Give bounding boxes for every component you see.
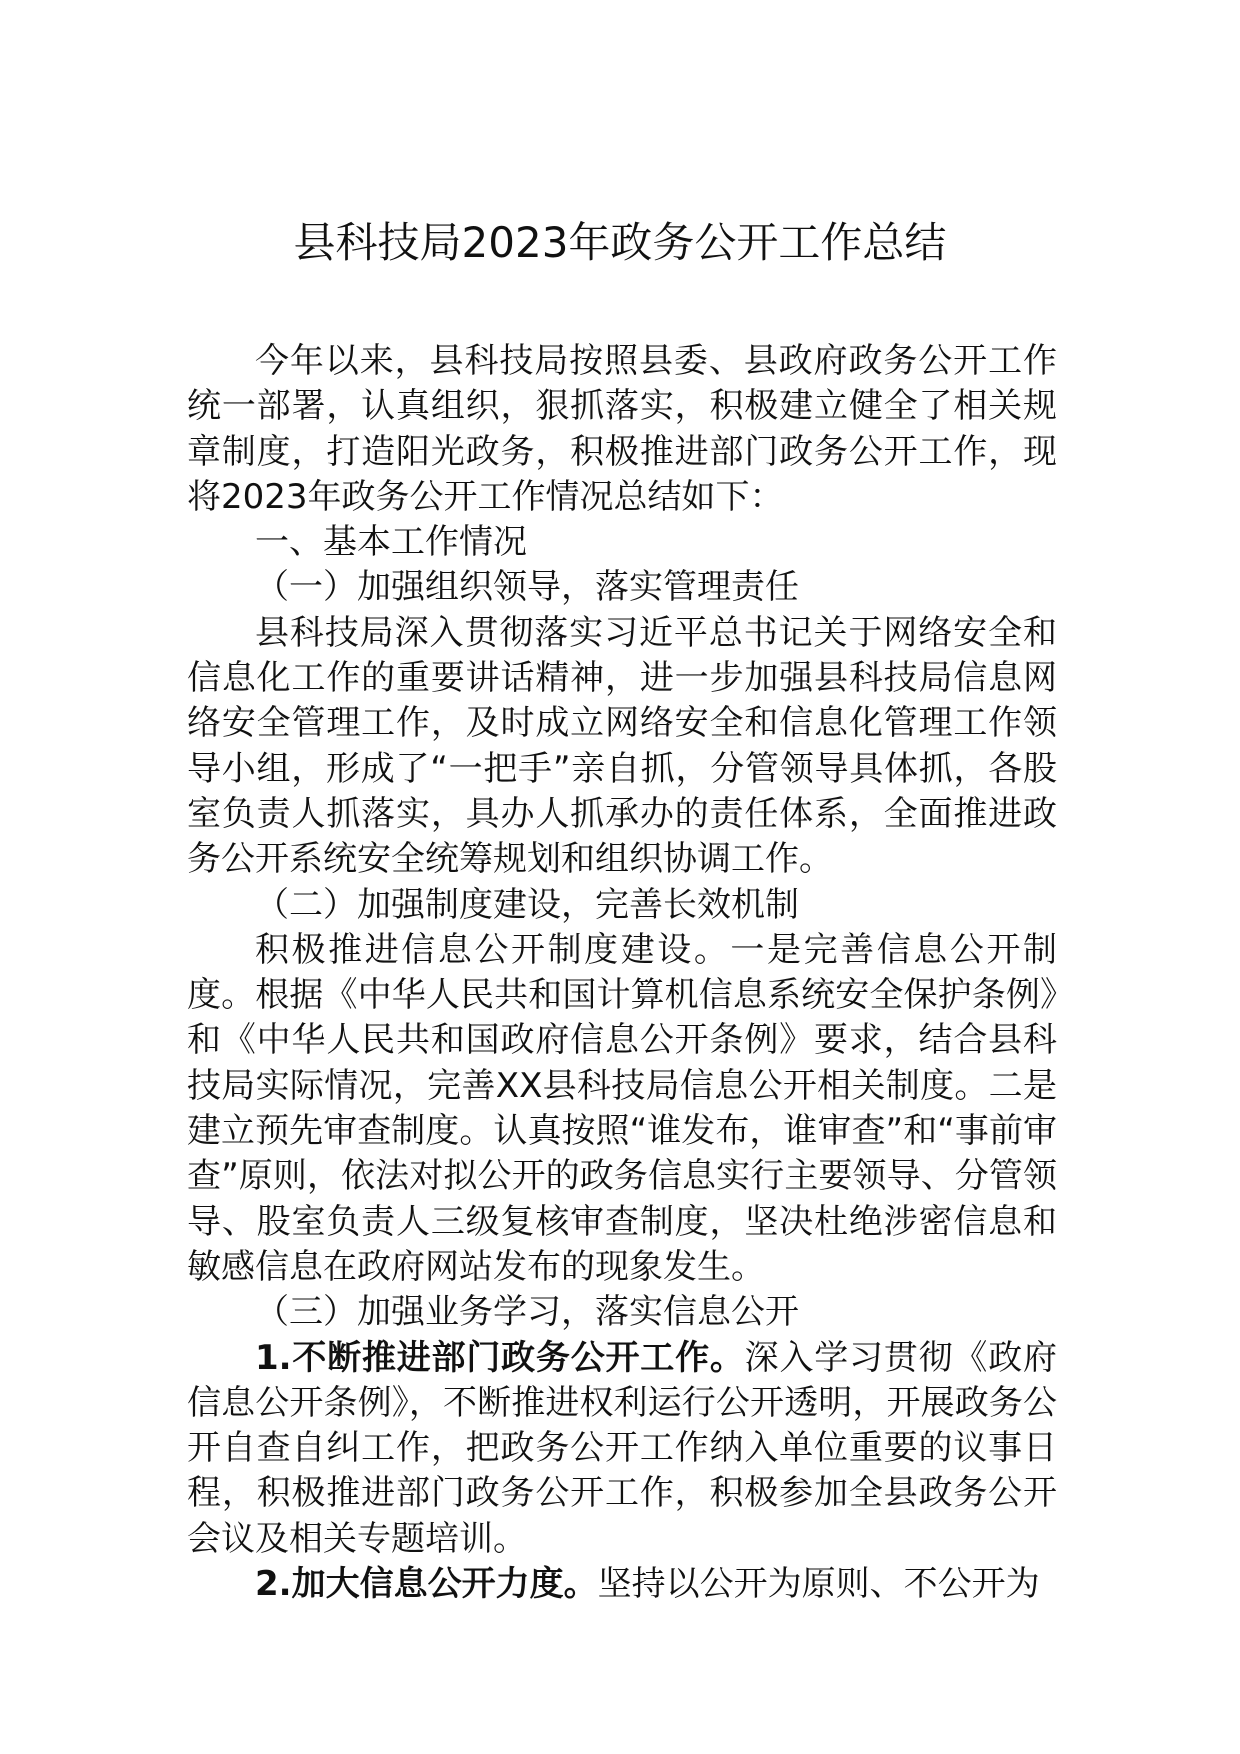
organization-paragraph: 县科技局深入贯彻落实习近平总书记关于网络安全和信息化工作的重要讲话精神，进一步加强县科技局信息网络安全管理工作，及时成立网络安全和信息化管理工作领导小组，形成了“一把手”亲自抓，分管领导具体抓，各股室负责人抓落实，具办人抓承办的责任体系，全面推进政务公开系统安全统筹规划和组织协调工作。: [187, 612, 1057, 880]
section-heading-basic-work: 一、基本工作情况: [255, 522, 527, 563]
document-body: [187, 339, 1057, 1607]
document-title: 县科技局2023年政务公开工作总结: [293, 218, 947, 267]
item-2-paragraph: [187, 1562, 1057, 1607]
subsection-heading-organization: （一）加强组织领导，落实管理责任: [255, 567, 799, 608]
subsection-heading-business-learning: （三）加强业务学习，落实信息公开: [255, 1292, 799, 1333]
item-1-lead: 1.不断推进部门政务公开工作。: [255, 1337, 745, 1378]
intro-paragraph: 今年以来，县科技局按照县委、县政府政务公开工作统一部署，认真组织，狠抓落实，积极建立健全了相关规章制度，打造阳光政务，积极推进部门政务公开工作，现将2023年政务公开工作情况总结如下：: [187, 341, 1057, 517]
item-2-text: 坚持以公开为原则、不公开为: [597, 1564, 1040, 1605]
item-1-text: 深入学习贯彻《政府信息公开条例》，不断推进权利运行公开透明，开展政务公开自查自纠工作，把政务公开工作纳入单位重要的议事日程，积极推进部门政务公开工作，积极参加全县政务公开会议及相关专题培训。: [187, 1337, 1058, 1559]
system-building-paragraph: 积极推进信息公开制度建设。一是完善信息公开制度。根据《中华人民共和国计算机信息系统安全保护条例》和《中华人民共和国政府信息公开条例》要求，结合县科技局实际情况，完善XX县科技局信息公开相关制度。二是建立预先审查制度。认真按照“谁发布，谁审查”和“事前审查”原则，依法对拟公开的政务信息实行主要领导、分管领导、股室负责人三级复核审查制度，坚决杜绝涉密信息和敏感信息在政府网站发布的现象发生。: [187, 929, 1057, 1287]
subsection-heading-system-building: （二）加强制度建设，完善长效机制: [255, 884, 799, 925]
item-1-paragraph: [187, 1336, 1057, 1562]
item-2-lead: 2.加大信息公开力度。: [255, 1564, 598, 1605]
